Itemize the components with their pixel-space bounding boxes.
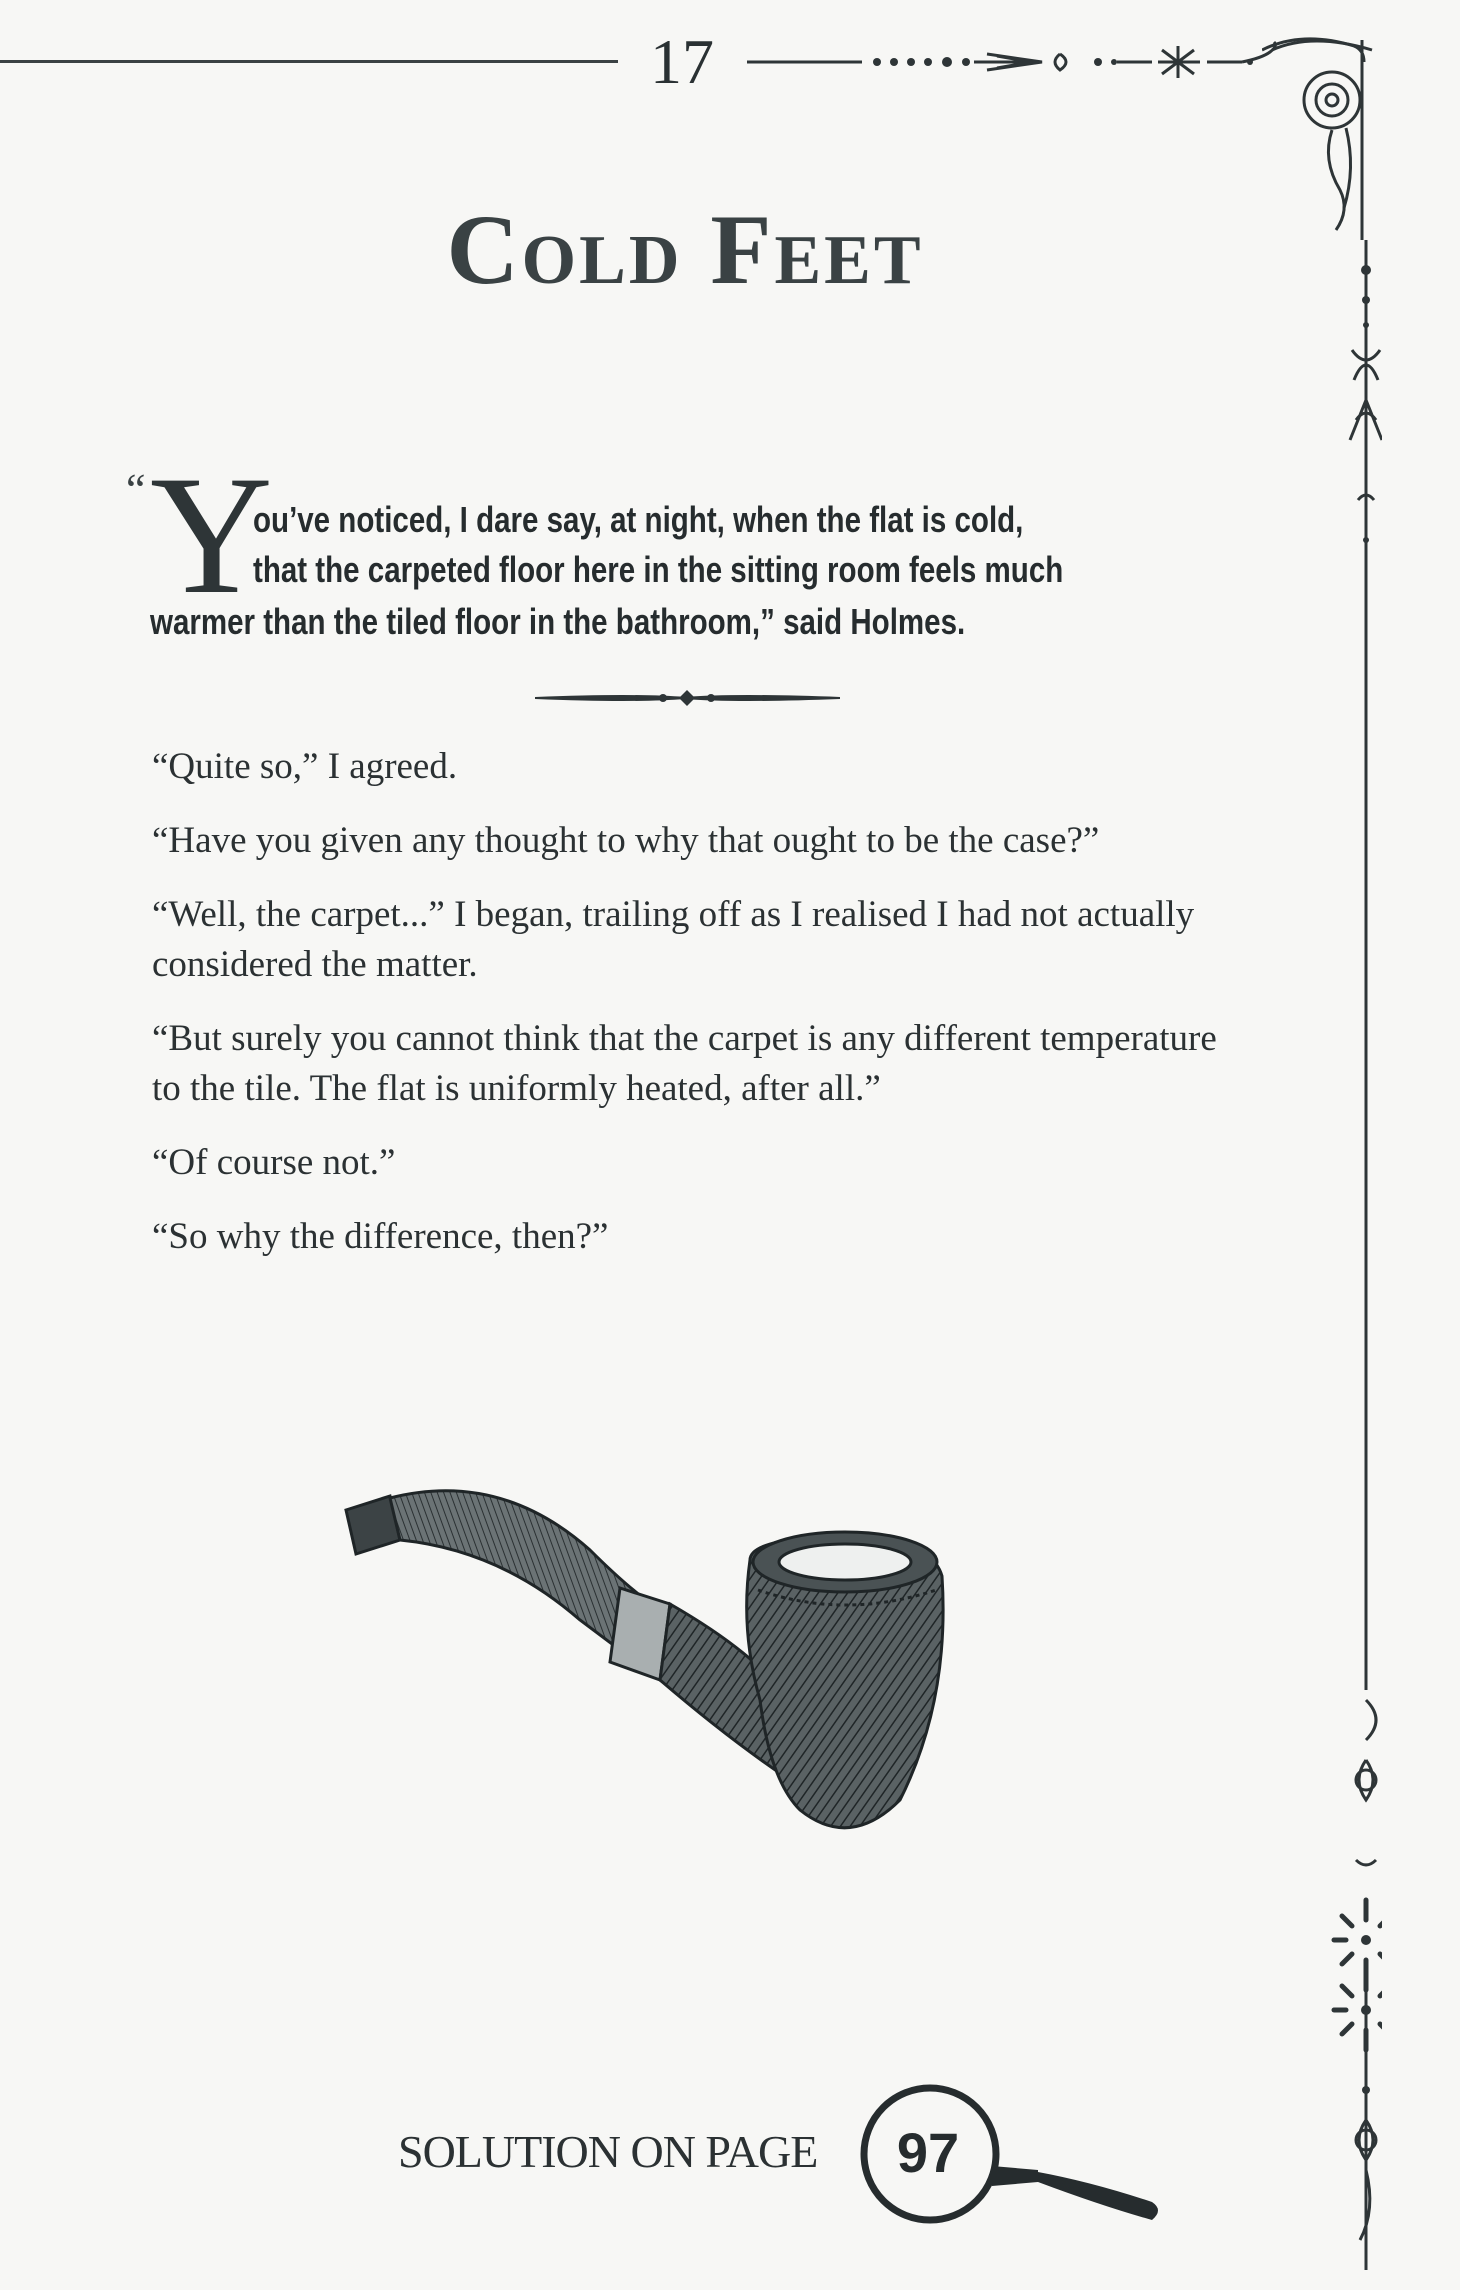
page-number: 17 [650,26,714,97]
dialogue-paragraph: “Quite so,” I agreed. [152,746,458,787]
intro-paragraph [126,441,1230,660]
dialogue-paragraph: “Have you given any thought to why that ought to be the case?” [152,820,1100,861]
drop-cap: Y [150,441,273,629]
intro-line: ou’ve noticed, I dare say, at night, when the flat is cold, [253,499,1024,540]
section-divider-icon [535,683,840,713]
intro-line: that the carpeted floor here in the sitting room feels much [253,549,1064,590]
chapter-title: Cold Feet [446,194,924,305]
header-rule [0,60,618,63]
solution-page-number: 97 [896,2121,960,2184]
dialogue-paragraph: “But surely you cannot think that the carpet is any different temperature to the tile. The flat is uniformly heated, after all.” [152,1018,1217,1109]
dialogue-paragraph: “Of course not.” [152,1142,396,1183]
border-ornament-icon [1262,0,1382,2290]
intro-open-quote: “ [126,465,146,514]
dialogue-paragraph: “So why the difference, then?” [152,1216,609,1257]
solution-label: SOLUTION ON PAGE [398,2126,818,2177]
dialogue [152,742,1232,1286]
dialogue-paragraph: “Well, the carpet...” I began, trailing off as I realised I had not actually considered the matter. [152,894,1195,985]
intro-line: warmer than the tiled floor in the bathroom,” said Holmes. [150,601,966,642]
tobacco-pipe-icon [330,1480,1050,1860]
